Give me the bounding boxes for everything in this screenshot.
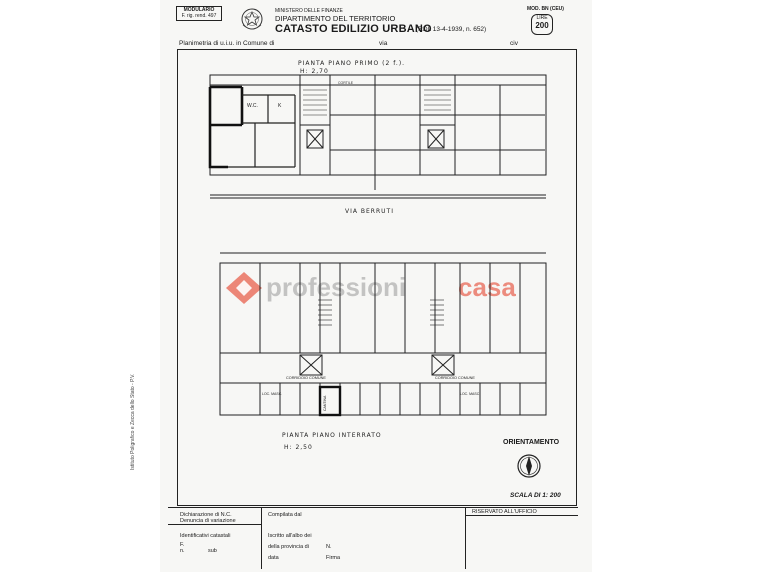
corridor-right-label: CORRIDOIO COMUNE — [435, 376, 475, 380]
upper-plan-height: H: 2,70 — [300, 68, 329, 75]
lower-plan-title: PIANTA PIANO INTERRATO — [282, 432, 382, 439]
data-label: data — [268, 555, 279, 561]
numero-particella-label: n. — [180, 548, 185, 554]
law-reference: (RDL 13-4-1939, n. 652) — [416, 26, 487, 33]
room-wc-label: W.C. — [247, 103, 258, 109]
basement-floor-plan — [200, 235, 560, 460]
loc-masc-left-label: LOC. MASC. — [262, 392, 283, 396]
foglio-label: F. — [180, 542, 185, 548]
compilata-label: Compilata dal — [268, 512, 302, 518]
lower-plan-height: H: 2,50 — [284, 444, 313, 451]
corridor-left-label: CORRIDOIO COMUNE — [286, 376, 326, 380]
document-title: CATASTO EDILIZIO URBANO — [275, 23, 432, 35]
footer-divider-3 — [168, 524, 261, 525]
republic-emblem — [240, 7, 264, 33]
footer-top-border — [168, 507, 578, 508]
upper-cortile-label: CORTILE — [338, 81, 354, 85]
watermark-text-part1: professioni — [266, 272, 407, 302]
planimetria-label: Planimetria di u.i.u. in Comune di — [179, 40, 275, 47]
modulario-code: F. rig. rend. 497 — [181, 13, 217, 19]
loc-masc-right-label: LOC. MASC. — [460, 392, 481, 396]
via-label: via — [379, 40, 388, 47]
upper-plan-title: PIANTA PIANO PRIMO (2 f.). — [298, 60, 406, 67]
provincia-label: della provincia di — [268, 544, 309, 550]
riservato-label: RISERVATO ALL'UFFICIO — [472, 509, 537, 515]
modulario-box — [176, 6, 222, 21]
iscritto-label: Iscritto all'albo dei — [268, 533, 312, 539]
upper-floor-plan — [200, 55, 560, 220]
scale-label: SCALA DI 1: 200 — [510, 492, 561, 499]
footer-divider-1 — [261, 507, 262, 569]
price-label: LIRE — [536, 15, 548, 21]
model-code: MOD. BN (CEU) — [527, 6, 564, 12]
emblem-icon — [240, 7, 264, 33]
price-box — [531, 14, 553, 35]
compass-icon — [516, 453, 542, 479]
dichiarazione-label: Dichiarazione di N.C. — [180, 512, 232, 518]
street-label: VIA BERRUTI — [345, 208, 394, 215]
denuncia-label: Denuncia di variazione — [180, 518, 236, 524]
watermark-text-part2: casa — [458, 272, 516, 302]
firma-label: Firma — [326, 555, 341, 561]
identificativi-label: Identificativi catastali — [180, 533, 231, 539]
price-value: 200 — [535, 21, 549, 30]
numero-label: N. — [326, 544, 332, 550]
subalterno-label: sub — [208, 548, 217, 554]
office-box-border — [465, 515, 578, 516]
cantina-label: CANTINA — [323, 395, 327, 411]
modulario-label: MODULARIO — [183, 7, 215, 13]
footer-divider-2 — [465, 507, 466, 569]
orientation-label: ORIENTAMENTO — [503, 439, 560, 446]
department-label: DIPARTIMENTO DEL TERRITORIO — [275, 14, 396, 23]
room-k-label: K — [278, 103, 282, 109]
civ-label: civ — [510, 40, 518, 47]
printer-note: Istituto Poligrafico e Zecca dello Stato - P.V. — [130, 373, 136, 470]
ministry-label: MINISTERO DELLE FINANZE — [275, 8, 343, 14]
